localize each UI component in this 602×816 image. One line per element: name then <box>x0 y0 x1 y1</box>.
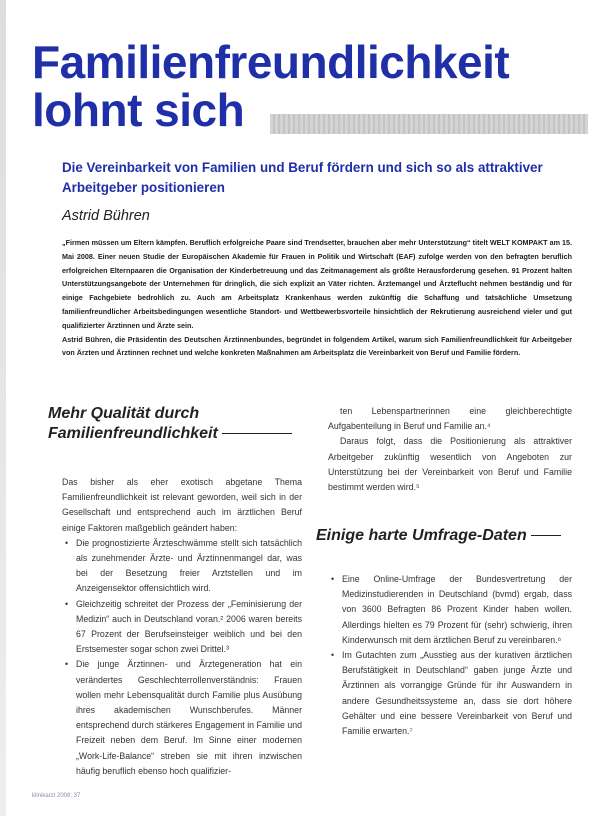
title-line-1: Familienfreundlichkeit <box>32 36 510 88</box>
scan-edge <box>0 0 6 816</box>
article-subtitle: Die Vereinbarkeit von Familien und Beruf fördern und sich so als attraktiver Arbeitgeber positionieren <box>62 160 543 195</box>
bullet-list <box>62 536 302 779</box>
list-item: • Gleichzeitig schreitet der Prozess der „Feminisierung der Medizin“ auch in Deutschland voran.² 2006 waren bereits 67 Prozent der Berufseinsteiger weiblich und bei den Erstsemester sogar schon zwei Drittel.³ <box>62 597 302 658</box>
section-heading-survey <box>316 526 586 546</box>
author-name: Astrid Bühren <box>62 208 150 224</box>
heading-rule <box>531 535 561 536</box>
section-heading-line-1: Mehr Qualität durch <box>48 405 200 422</box>
body-paragraph: Daraus folgt, dass die Positionierung als attraktiver Arbeitgeber zukünftig wesentlich von Angeboten zur Unterstützung bei der Vereinbarkeit von Beruf und Familie bestimmt werden wird.⁵ <box>328 436 572 493</box>
section-heading-line-2: Familienfreundlichkeit <box>48 425 218 442</box>
intro-paragraph-2: Astrid Bühren, die Präsidentin des Deutschen Ärztinnenbundes, begründet in folgendem Artikel, warum sich Familienfreundlichkeit für Arbeitgeber von Ärzten und Ärztinnen rechnet und welche konkreten Maßnahmen am Arbeitsplatz die Vereinbarkeit von Beruf und Familie fördern. <box>62 334 572 358</box>
section-heading-text: Einige harte Umfrage-Daten <box>316 527 527 544</box>
intro-paragraph: „Firmen müssen um Eltern kämpfen. Beruflich erfolgreiche Paare sind Trendsetter, brauchen aber mehr Unterstützung“ titelt WELT KOMPAKT am 15. Mai 2008. Einer neuen Studie der Europäischen Akademie für Frauen in Politik und Wirtschaft (EAF) zufolge werden von den befragten beruflich erfolgreichen Elternpaaren die Organisation der Kinderbetreuung und das Zeitmanagement als größte Herausforderung gesehen. 91 Prozent halten Unterstützungsangebote der Unternehmen für dringlich, die sich explizit an Väter richten. Ärztemangel und Ärzteflucht nehmen beständig und für einige Fachgebiete bedrohlich zu. Auch am Arbeitsplatz Krankenhaus werden zukünftig die Schaffung und tatsächliche Umsetzung familienfreundlicher Arbeitsbedingungen wesentliche Standort- und Wettbewerbsvorteile hinsichtlich der Rekrutierung ausreichend vieler und gut qualifizierter Ärztinnen und Ärzte sein. <box>62 238 572 330</box>
title-decoration-bar <box>270 114 588 134</box>
list-item: • Im Gutachten zum „Ausstieg aus der kurativen ärztlichen Berufstätigkeit in Deutschland“ gaben junge Ärzte und Ärztinnen als vorrangige Gründe für ihr Auswandern in andere Gesundheitssysteme an, dass sie dort höhere Gehälter und eine bessere Vereinbarkeit von Beruf und Familie erwarten.⁷ <box>328 648 572 739</box>
body-paragraph: ten Lebenspartnerinnen eine gleichberechtigte Aufgabenteilung in Beruf und Familie an.⁴ <box>328 406 572 432</box>
section-heading-quality <box>48 404 308 444</box>
right-column-bottom <box>328 572 572 739</box>
right-column-top <box>328 404 572 495</box>
title-line-2: lohnt sich <box>32 84 245 136</box>
left-column <box>62 475 302 779</box>
body-paragraph: Das bisher als eher exotisch abgetane Thema Familienfreundlichkeit ist relevant geworden, weil sich in der Gesellschaft und entsprechend auch im ärztlichen Beruf einige Faktoren maßgeblich geändert haben: <box>62 477 302 533</box>
bullet-list <box>328 572 572 739</box>
page-footer: klinikarzt 2008; 37 <box>32 793 81 799</box>
list-item: • Die prognostizierte Ärzteschwämme stellt sich tatsächlich als zunehmender Ärzte- und Ärztinnenmangel dar, was bei der Besetzung freier Arztstellen und im Anzeigensektor offensichtlich wird. <box>62 536 302 597</box>
list-item: • Eine Online-Umfrage der Bundesvertretung der Medizinstudierenden in Deutschland (bvmd) ergab, dass von 3600 Befragten 86 Prozent Kinder haben wollen. Allerdings hielten es 79 Prozent für (sehr) schwierig, ihren Kinderwunsch mit dem ärztlichen Beruf zu vereinbaren.⁶ <box>328 572 572 648</box>
heading-rule <box>222 433 292 434</box>
intro-block <box>62 236 572 360</box>
list-item: • Die junge Ärztinnen- und Ärztegeneration hat ein verändertes Geschlechterrollenverständnis: Frauen wollen mehr Lebensqualität durch Familie plus Ausübung ihres akademischen Wunschberufes. Männer entsprechend durch stärkeres Engagement in Familie und Freizeit neben dem Beruf. Im Sinne einer modernen „Work-Life-Balance“ streben sie mit ihren inzwischen häufig beruflich ebenso hoch qualifizier- <box>62 657 302 779</box>
